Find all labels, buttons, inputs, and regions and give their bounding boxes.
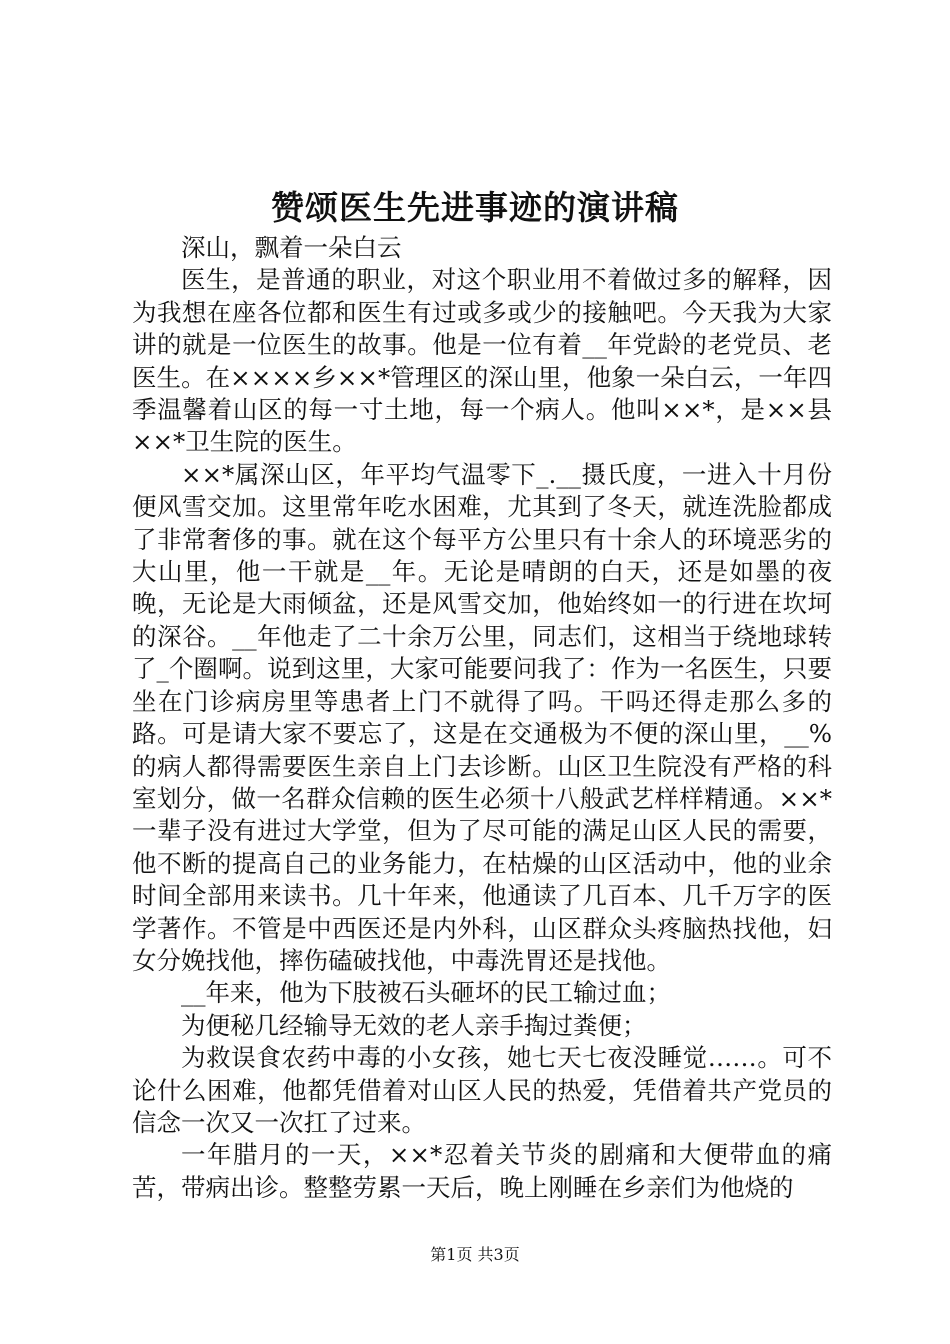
paragraph: 为便秘几经输导无效的老人亲手掏过粪便； <box>181 1010 647 1040</box>
page-number-footer: 第1页 共3页 <box>430 1245 520 1264</box>
paragraph: __年来，他为下肢被石头砸坏的民工输过血； <box>181 978 671 1008</box>
paragraph: 为救误食农药中毒的小女孩，她七天七夜没睡觉……。可不论什么困难，他都凭借着对山区人民的热爱，凭借着共产党员的信念一次又一次扛了过来。 <box>132 1043 832 1137</box>
document-body <box>132 232 832 1204</box>
paragraph: ××*属深山区，年平均气温零下_.__摄氏度，一进入十月份便风雪交加。这里常年吃水困难，尤其到了冬天，就连洗脸都成了非常奢侈的事。就在这个每平方公里只有十余人的环境恶劣的大山里，他一干就是__年。无论是晴朗的白天，还是如墨的夜晚，无论是大雨倾盆，还是风雪交加，他始终如一的行进在坎坷的深谷。__年他走了二十余万公里，同志们，这相当于绕地球转了_个圈啊。说到这里，大家可能要问我了：作为一名医生，只要坐在门诊病房里等患者上门不就得了吗。干吗还得走那么多的路。可是请大家不要忘了，这是在交通极为不便的深山里，__%的病人都得需要医生亲自上门去诊断。山区卫生院没有严格的科室划分，做一名群众信赖的医生必须十八般武艺样样精通。××*一辈子没有进过大学堂，但为了尽可能的满足山区人民的需要，他不断的提高自己的业务能力，在枯燥的山区活动中，他的业余时间全部用来读书。几十年来，他通读了几百本、几千万字的医学著作。不管是中西医还是内外科，山区群众头疼脑热找他，妇女分娩找他，摔伤磕破找他，中毒洗胃还是找他。 <box>132 459 832 975</box>
paragraph: 一年腊月的一天，××*忍着关节炎的剧痛和大便带血的痛苦，带病出诊。整整劳累一天后，晚上刚睡在乡亲们为他烧的 <box>132 1140 832 1202</box>
document-title: 赞颂医生先进事迹的演讲稿 <box>271 188 679 227</box>
paragraph: 医生，是普通的职业，对这个职业用不着做过多的解释，因为我想在座各位都和医生有过或多或少的接触吧。今天我为大家讲的就是一位医生的故事。他是一位有着__年党龄的老党员、老医生。在××××乡××*管理区的深山里，他象一朵白云，一年四季温馨着山区的每一寸土地，每一个病人。他叫××*，是××县××*卫生院的医生。 <box>132 265 832 457</box>
paragraph-subtitle: 深山，飘着一朵白云 <box>181 233 402 262</box>
